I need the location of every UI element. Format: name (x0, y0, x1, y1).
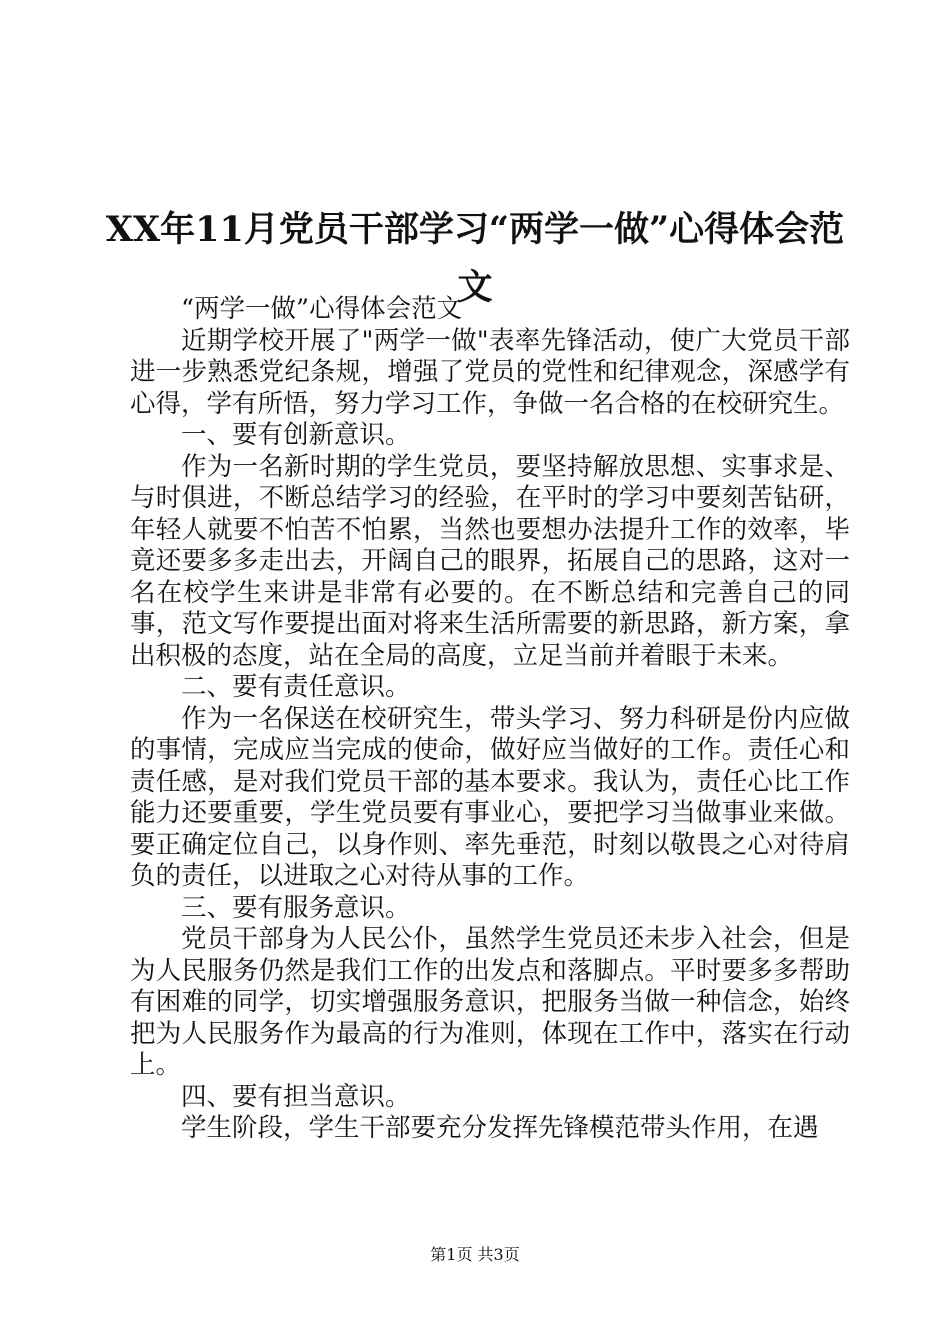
paragraph-subtitle: “两学一做”心得体会范文 (181, 294, 463, 324)
paragraph-intro: 近期学校开展了"两学一做"表率先锋活动，使广大党员干部进一步熟悉党纪条规，增强了党员的党性和纪律观念，深感学有心得，学有所悟，努力学习工作，争做一名合格的在校研究生。 (130, 325, 850, 419)
paragraph-innovation: 作为一名新时期的学生党员，要坚持解放思想、实事求是、与时俱进，不断总结学习的经验，在平时的学习中要刻苦钻研，年轻人就要不怕苦不怕累，当然也要想办法提升工作的效率，毕竟还要多多走出去，开阔自己的眼界，拓展自己的思路，这对一名在校学生来讲是非常有必要的。在不断总结和完善自己的同事，范文写作要提出面对将来生活所需要的新思路，新方案，拿出积极的态度，站在全局的高度，立足当前并着眼于未来。 (130, 451, 850, 671)
page-number: 第1页 共3页 (430, 1245, 520, 1264)
heading-commitment: 四、要有担当意识。 (181, 1081, 411, 1112)
page-footer (0, 1245, 950, 1265)
paragraph-commitment: 学生阶段，学生干部要充分发挥先锋模范带头作用，在遇 (181, 1113, 819, 1143)
heading-responsibility: 二、要有责任意识。 (181, 672, 411, 702)
paragraph-service: 党员干部身为人民公仆，虽然学生党员还未步入社会，但是为人民服务仍然是我们工作的出发点和落脚点。平时要多多帮助有困难的同学，切实增强服务意识，把服务当做一种信念，始终把为人民服务作为最高的行为准则，体现在工作中，落实在行动上。 (130, 924, 850, 1080)
document-title: XX年11月党员干部学习“两学一做”心得体会范文 (105, 209, 845, 309)
paragraph-responsibility: 作为一名保送在校研究生，带头学习、努力科研是份内应做的事情，完成应当完成的使命，做好应当做好的工作。责任心和责任感，是对我们党员干部的基本要求。我认为，责任心比工作能力还要重要，学生党员要有事业心，要把学习当做事业来做。要正确定位自己，以身作则、率先垂范，时刻以敬畏之心对待肩负的责任，以进取之心对待从事的工作。 (130, 703, 850, 891)
heading-service: 三、要有服务意识。 (181, 892, 411, 923)
document-body (130, 294, 850, 1145)
heading-innovation: 一、要有创新意识。 (181, 420, 411, 450)
